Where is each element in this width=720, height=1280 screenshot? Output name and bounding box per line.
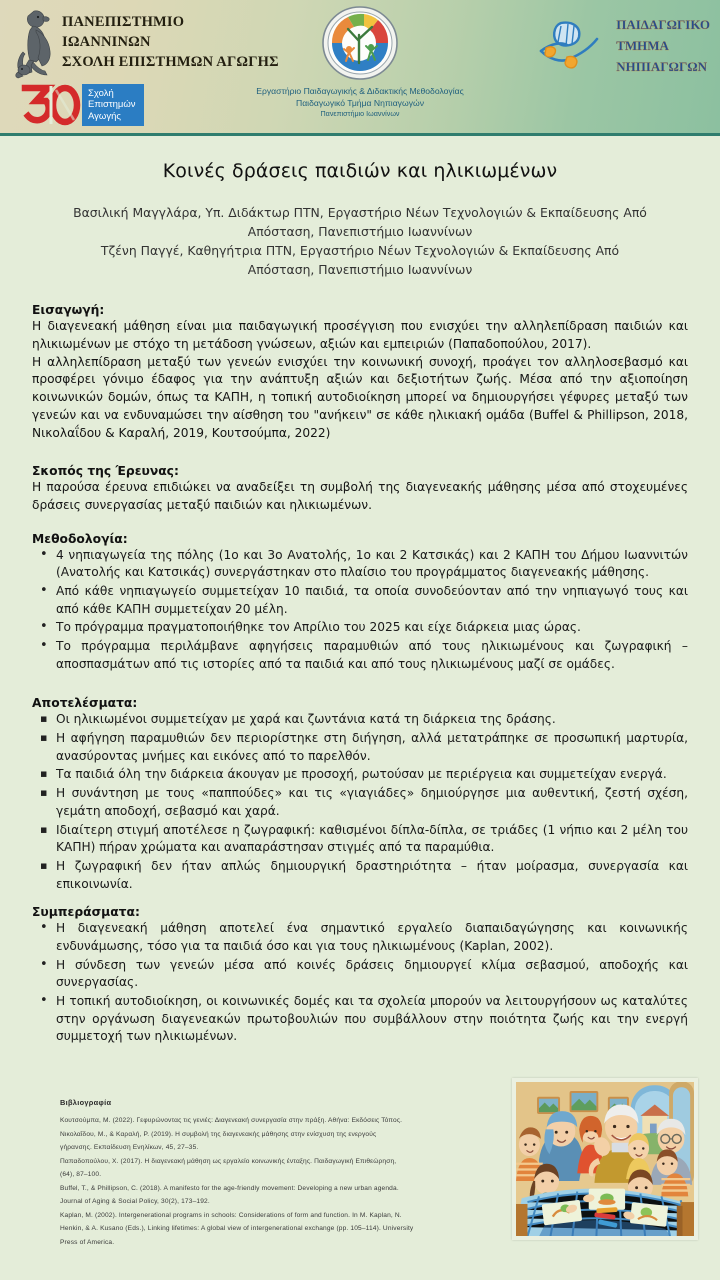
introduction-paragraph-2: Η αλληλεπίδραση μεταξύ των γενεών ενισχύει την κοινωνική συνοχή, προάγει τον αλληλοσεβασμό και προσφέρει γόνιμο έδαφος για την ανάπτυξη αξιών και δεξιοτήτων ζωής. Μέσα από την αξιοποίηση κοινωνικών δομών, όπως τα ΚΑΠΗ, η τοπική αυτοδιοίκηση μπορεί να δημιουργήσει γέφυρες μεταξύ των γενεών και να ενδυναμώσει την αίσθηση του "ανήκειν" σε κάθε ηλικιακή ομάδα (Buffel & Phillipson, 2018, Νικολαΐδου & Καραλή, 2019, Κουτσούμπα, 2022) (32, 354, 688, 440)
bibliography-heading: Βιβλιογραφία (60, 1098, 112, 1107)
lab-logo-block (230, 5, 490, 119)
university-line-2: ΙΩΑΝΝΙΝΩΝ (62, 34, 151, 50)
anniversary-line-3: Αγωγής (88, 110, 121, 122)
department-logo-block (535, 14, 710, 77)
methodology-list (32, 547, 688, 674)
purpose-heading: Σκοπός της Έρευνας: (32, 464, 179, 479)
lab-line-1: Εργαστήριο Παιδαγωγικής & Διδακτικής Μεθοδολογίας (256, 86, 464, 96)
department-name (616, 14, 710, 77)
author-line: Απόσταση, Πανεπιστήμιο Ιωαννίνων (247, 261, 473, 277)
introduction-heading: Εισαγωγή: (32, 303, 105, 318)
conclusions-list (32, 920, 688, 1046)
list-item: • Η διαγενεακή μάθηση αποτελεί ένα σημαντικό εργαλείο διαπαιδαγώγησης και κοινωνικής ενδυνάμωσης, τόσο για τα παιδιά όσο και για τους ηλικιωμένους (Kaplan, 2002). (54, 920, 688, 955)
list-item: • Η σύνδεση των γενεών μέσα από κοινές δράσεις δημιουργεί κλίμα σεβασμού, αποδοχής και συνεργασίας. (54, 957, 688, 992)
bibliography-entry: Henkin, & A. Kusano (Eds.), Linking lifetimes: A global view of intergenerational exchange (pp. 105–114). University (60, 1225, 414, 1233)
conclusions-heading: Συμπεράσματα: (32, 905, 140, 920)
results-list (32, 711, 688, 893)
anniversary-30-icon (20, 84, 82, 126)
methodology-heading: Μεθοδολογία: (32, 531, 128, 546)
authors-block (62, 204, 658, 279)
list-item: ▪ Τα παιδιά όλη την διάρκεια άκουγαν με προσοχή, ρωτούσαν με περιέργεια και συμμετείχαν ενεργά. (54, 766, 688, 784)
poster-header (0, 0, 720, 136)
bibliography-entry: Κουτσούμπα, Μ. (2022). Γεφυρώνοντας τις γενιές: Διαγενεακή συνεργασία στην πράξη. Αθήνα: Εκδόσεις Τόπος. (60, 1117, 403, 1124)
list-item: ▪ Οι ηλικιωμένοι συμμετείχαν με χαρά και ζωντάνια κατά τη διάρκεια της δράσης. (54, 711, 688, 729)
section-introduction (32, 303, 688, 442)
page-title: Κοινές δράσεις παιδιών και ηλικιωμένων (162, 160, 558, 182)
author-line: Τζένη Παγγέ, Καθηγήτρια ΠΤΝ, Εργαστήριο Νέων Τεχνολογιών & Εκπαίδευσης Από (100, 242, 620, 258)
lab-line-2: Παιδαγωγικό Τμήμα Νηπιαγωγών (295, 97, 424, 108)
bibliography-entry: γήρανσης. Εκπαίδευση Ενηλίκων, 45, 27–35. (60, 1144, 199, 1152)
anniversary-line-2: Επιστημών (88, 99, 136, 111)
intergenerational-drawing-illustration (512, 1078, 698, 1240)
author-line: Βασιλική Μαγγλάρα, Υπ. Διδάκτωρ ΠΤΝ, Εργαστήριο Νέων Τεχνολογιών & Εκπαίδευσης Από (73, 205, 647, 220)
bibliography-entry: Νικολαΐδου, Μ., & Καραλή, Ρ. (2019). Η συμβολή της διαγενεακής μάθησης στην ενίσχυση της ενεργούς (60, 1130, 377, 1138)
eagle-emblem-icon (14, 8, 54, 80)
list-item: ▪ Ιδιαίτερη στιγμή αποτέλεσε η ζωγραφική: καθισμένοι δίπλα-δίπλα, σε τριάδες (1 νήπιο και 2 μέλη του ΚΑΠΗ) πήραν χρώματα και αναπαράστησαν στιγμές από τα παραμύθια. (54, 822, 688, 857)
list-item: ▪ Η ζωγραφική δεν ήταν απλώς δημιουργική δραστηριότητα – ήταν μοίρασμα, συνεργασία και επικοινωνία. (54, 858, 688, 893)
purpose-paragraph: Η παρούσα έρευνα επιδιώκει να αναδείξει τη συμβολή της διαγενεακής μάθησης μέσα από στοχευμένες δράσεις συνεργασίας μεταξύ παιδιών και ηλικιωμένων. (32, 480, 688, 512)
department-line-2: ΤΜΗΜΑ (616, 38, 669, 54)
list-item: ▪ Η αφήγηση παραμυθιών δεν περιορίστηκε στη διήγηση, αλλά μετατράπηκε σε προσωπική μαρτυρία, ανασύροντας μνήμες και εικόνες από το παρελθόν. (54, 730, 688, 765)
butterfly-mark-icon (535, 15, 607, 77)
department-line-1: ΠΑΙΔΑΓΩΓΙΚΟ (616, 17, 710, 32)
anniversary-badge (82, 84, 144, 126)
results-heading: Αποτελέσματα: (32, 696, 138, 711)
author-line: Απόσταση, Πανεπιστήμιο Ιωαννίνων (247, 223, 473, 239)
poster-body (0, 303, 720, 1046)
lab-caption (230, 86, 490, 119)
section-purpose (32, 464, 688, 514)
bibliography-entry: Kaplan, M. (2002). Intergenerational programs in schools: Considerations of form and function. In M. Kaplan, N. (60, 1211, 402, 1219)
list-item: • Η τοπική αυτοδιοίκηση, οι κοινωνικές δομές και τα σχολεία μπορούν να λειτουργήσουν ως καταλύτες στην οργάνωση διαγενεακών πρωτοβουλιών που συμβάλλουν στην ποιότητα ζωής και την ενεργή συμμετοχή των ηλικιωμένων. (54, 993, 688, 1046)
section-methodology (32, 532, 688, 674)
bibliography-entry: Παπαδοπούλου, Χ. (2017). Η διαγενεακή μάθηση ως εργαλείο κοινωνικής ένταξης. Παιδαγωγική Επιθεώρηση, (60, 1157, 397, 1165)
list-item: ▪ Η συνάντηση με τους «παππούδες» και τις «γιαγιάδες» δημιούργησε μια αυθεντική, ζεστή σχέση, γεμάτη αποδοχή, σεβασμό και χαρά. (54, 785, 688, 820)
section-conclusions (32, 905, 688, 1046)
list-item: • Το πρόγραμμα πραγματοποιήθηκε τον Απρίλιο του 2025 και είχε διάρκεια μιας ώρας. (54, 619, 688, 637)
tree-with-children-seal-icon (320, 5, 400, 83)
lab-line-3: Πανεπιστήμιο Ιωαννίνων (320, 109, 400, 119)
list-item: • Το πρόγραμμα περιλάμβανε αφηγήσεις παραμυθιών από τους ηλικιωμένους και ζωγραφική – αποσπασμάτων από τις ιστορίες από τα παιδιά και από τους ηλικιωμένους μαζί σε ομάδες. (54, 638, 688, 673)
bibliography (60, 1098, 450, 1249)
university-line-3: ΣΧΟΛΗ ΕΠΙΣΤΗΜΩΝ ΑΓΩΓΗΣ (62, 54, 279, 70)
bibliography-entry: Press of America. (60, 1238, 115, 1246)
introduction-paragraph-1: Η διαγενεακή μάθηση είναι μια παιδαγωγική προσέγγιση που ενισχύει την αλληλεπίδραση παιδιών και ηλικιωμένων με στόχο τη μετάδοση γνώσεων, αξιών και εμπειριών (Παπαδοπούλου, 2017). (32, 319, 688, 352)
section-results (32, 696, 688, 893)
list-item: • Από κάθε νηπιαγωγείο συμμετείχαν 10 παιδιά, τα οποία συνοδεύονταν από την νηπιαγωγό τους και από κάθε ΚΑΠΗ συμμετείχαν 20 μέλη. (54, 583, 688, 618)
university-line-1: ΠΑΝΕΠΙΣΤΗΜΙΟ (62, 14, 185, 30)
list-item: • 4 νηπιαγωγεία της πόλης (1ο και 3ο Ανατολής, 1ο και 2 Κατσικάς) και 2 ΚΑΠΗ του Δήμου Ιωαννιτών (Ανατολής και Κατσικάς) συνεργάστηκαν στο πλαίσιο του προγράμματος διαγενεακής μάθησης. (54, 547, 688, 582)
bibliography-entry: Journal of Aging & Social Policy, 30(2), 173–192. (60, 1198, 210, 1206)
department-line-3: ΝΗΠΙΑΓΩΓΩΝ (616, 59, 708, 75)
bibliography-entry: (64), 87–100. (60, 1171, 102, 1179)
anniversary-line-1: Σχολή (88, 87, 114, 99)
illustration-canvas (516, 1082, 694, 1236)
bibliography-entry: Buffel, T., & Phillipson, C. (2018). A manifesto for the age-friendly movement: Developing a new urban agenda. (60, 1184, 399, 1192)
